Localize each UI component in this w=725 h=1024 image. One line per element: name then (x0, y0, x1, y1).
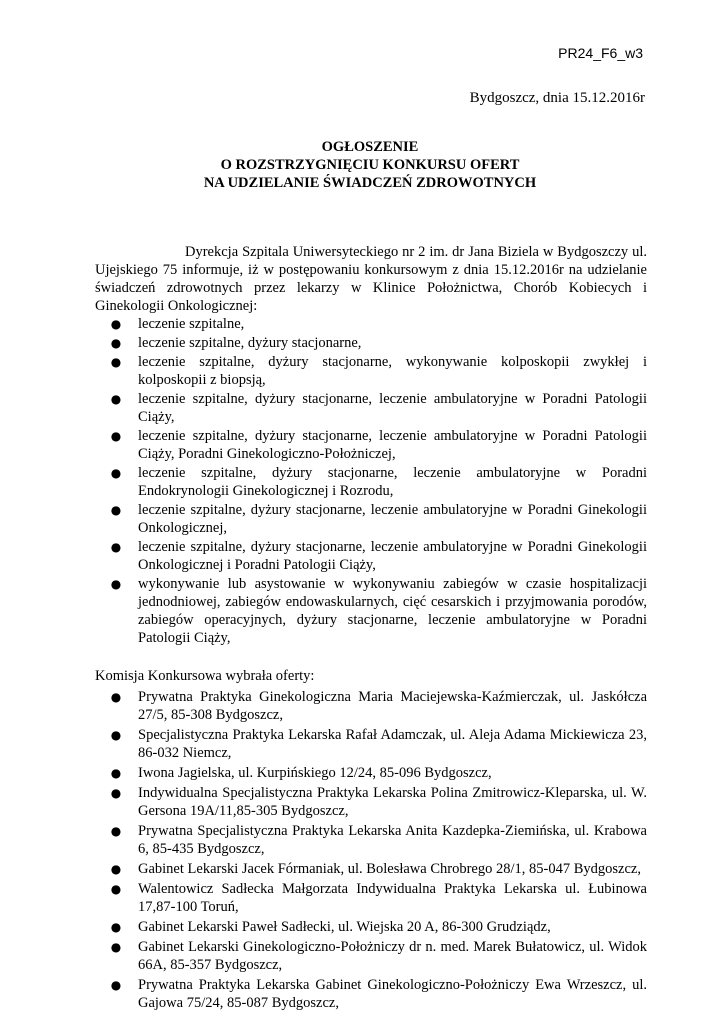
announcement-title (95, 138, 645, 192)
intro-paragraph: Dyrekcja Szpitala Uniwersyteckiego nr 2 im. dr Jana Biziela w Bydgoszczy ul. Ujejskiego 75 informuje, iż w postępowaniu konkursowym z dnia 15.12.2016r na udzielanie świadczeń zdrowotnych przez lekarzy w Klinice Położnictwa, Chorób Kobiecych i Ginekologii Onkologicznej: (95, 244, 647, 314)
title-line: O ROZSTRZYGNIĘCIU KONKURSU OFERT (220, 157, 520, 173)
bullet-icon: ● (110, 503, 122, 517)
date-line: Bydgoszcz, dnia 15.12.2016r (469, 90, 645, 106)
bullet-icon: ● (110, 978, 122, 992)
scope-item-text: leczenie szpitalne, (138, 316, 245, 332)
list-item (95, 784, 647, 820)
document-id: PR24_F6_w3 (558, 45, 643, 61)
list-item (95, 822, 647, 858)
title-line: OGŁOSZENIE (321, 139, 419, 155)
bullet-icon: ● (110, 920, 122, 934)
bullet-icon: ● (110, 862, 122, 876)
bullet-icon: ● (110, 690, 122, 704)
list-item (95, 860, 647, 878)
bullet-icon: ● (110, 940, 122, 954)
scope-item-text: leczenie szpitalne, dyżury stacjonarne, wykonywanie kolposkopii zwykłej i kolposkopii z biopsją, (138, 354, 647, 388)
list-item (95, 976, 647, 1012)
list-item (95, 880, 647, 916)
bullet-icon: ● (110, 882, 122, 896)
list-item (95, 315, 647, 333)
list-item (95, 334, 647, 352)
scope-item-text: wykonywanie lub asystowanie w wykonywaniu zabiegów w czasie hospitalizacji jednodniowej, zabiegów endowaskularnych, cięć cesarskich i przyjmowania porodów, zabiegów operacyjnych, dyżury stacjonarne, leczenie ambulatoryjne w Poradni Patologii Ciąży, (138, 576, 647, 646)
bullet-icon: ● (110, 429, 122, 443)
list-item (95, 938, 647, 974)
offer-text: Walentowicz Sadłecka Małgorzata Indywidualna Praktyka Lekarska ul. Łubinowa 17,87-100 Toruń, (138, 881, 647, 915)
list-item (95, 764, 647, 782)
list-item (95, 918, 647, 936)
bullet-icon: ● (110, 317, 122, 331)
offer-text: Prywatna Praktyka Lekarska Gabinet Ginekologiczno-Położniczy Ewa Wrzeszcz, ul. Gajowa 75/24, 85-087 Bydgoszcz, (138, 977, 647, 1011)
bullet-icon: ● (110, 392, 122, 406)
list-item (95, 575, 647, 647)
offer-text: Indywidualna Specjalistyczna Praktyka Lekarska Polina Zmitrowicz-Kleparska, ul. W. Gersona 19A/11,85-305 Bydgoszcz, (138, 785, 647, 819)
scope-item-text: leczenie szpitalne, dyżury stacjonarne, (138, 335, 362, 351)
committee-label: Komisja Konkursowa wybrała oferty: (95, 668, 315, 684)
bullet-icon: ● (110, 336, 122, 350)
offer-text: Prywatna Praktyka Ginekologiczna Maria Maciejewska-Kaźmierczak, ul. Jaskółcza 27/5, 85-308 Bydgoszcz, (138, 689, 647, 723)
scope-list (95, 315, 647, 647)
list-item (95, 538, 647, 574)
offer-text: Prywatna Specjalistyczna Praktyka Lekarska Anita Kazdepka-Ziemińska, ul. Krabowa 6, 85-435 Bydgoszcz, (138, 823, 647, 857)
bullet-icon: ● (110, 540, 122, 554)
offer-text: Gabinet Lekarski Ginekologiczno-Położniczy dr n. med. Marek Bułatowicz, ul. Widok 66A, 85-357 Bydgoszcz, (138, 939, 647, 973)
bullet-icon: ● (110, 466, 122, 480)
scope-item-text: leczenie szpitalne, dyżury stacjonarne, leczenie ambulatoryjne w Poradni Ginekologii Onkologicznej, (138, 502, 647, 536)
offers-list (95, 688, 647, 1012)
scope-item-text: leczenie szpitalne, dyżury stacjonarne, leczenie ambulatoryjne w Poradni Ginekologii Onkologicznej i Poradni Patologii Ciąży, (138, 539, 647, 573)
bullet-icon: ● (110, 824, 122, 838)
bullet-icon: ● (110, 355, 122, 369)
offer-text: Specjalistyczna Praktyka Lekarska Rafał Adamczak, ul. Aleja Adama Mickiewicza 23, 86-032 Niemcz, (138, 727, 647, 761)
scope-item-text: leczenie szpitalne, dyżury stacjonarne, leczenie ambulatoryjne w Poradni Patologii Ciąży, Poradni Ginekologiczno-Położniczej, (138, 428, 647, 462)
bullet-icon: ● (110, 577, 122, 591)
list-item (95, 688, 647, 724)
title-line: NA UDZIELANIE ŚWIADCZEŃ ZDROWOTNYCH (203, 175, 537, 191)
bullet-icon: ● (110, 766, 122, 780)
offer-text: Iwona Jagielska, ul. Kurpińskiego 12/24, 85-096 Bydgoszcz, (138, 765, 492, 781)
list-item (95, 427, 647, 463)
list-item (95, 353, 647, 389)
list-item (95, 501, 647, 537)
list-item (95, 390, 647, 426)
list-item (95, 464, 647, 500)
bullet-icon: ● (110, 786, 122, 800)
list-item (95, 726, 647, 762)
offer-text: Gabinet Lekarski Paweł Sadłecki, ul. Wiejska 20 A, 86-300 Grudziądz, (138, 919, 551, 935)
bullet-icon: ● (110, 728, 122, 742)
scope-item-text: leczenie szpitalne, dyżury stacjonarne, leczenie ambulatoryjne w Poradni Endokrynologii Ginekologicznej i Rozrodu, (138, 465, 647, 499)
document-body (95, 243, 647, 1014)
scope-item-text: leczenie szpitalne, dyżury stacjonarne, leczenie ambulatoryjne w Poradni Patologii Ciąży, (138, 391, 647, 425)
offer-text: Gabinet Lekarski Jacek Fórmaniak, ul. Bolesława Chrobrego 28/1, 85-047 Bydgoszcz, (138, 861, 641, 877)
